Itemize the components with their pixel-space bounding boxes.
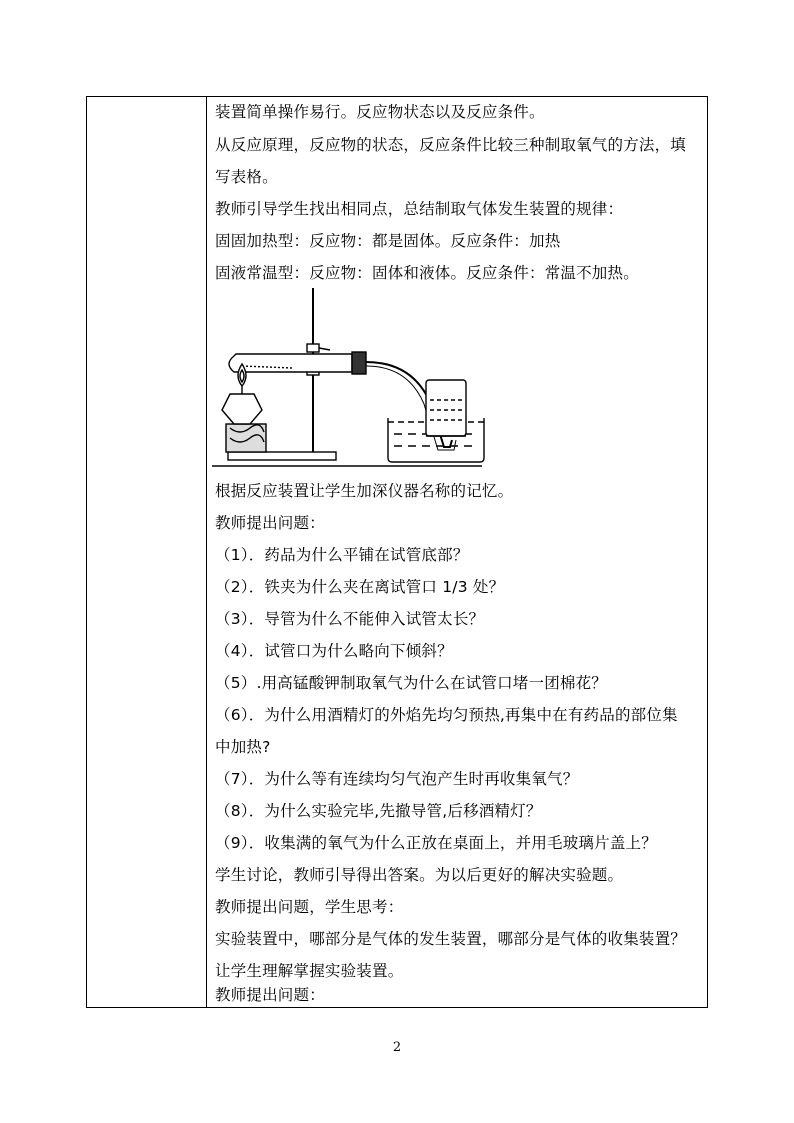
- oxygen-preparation-apparatus-icon: [212, 282, 506, 470]
- text-line: 根据反应装置让学生加深仪器名称的记忆。: [215, 482, 514, 500]
- text-line: 学生讨论，教师引导得出答案。为以后更好的解决实验题。: [215, 866, 624, 884]
- text-line: 从反应原理，反应物的状态，反应条件比较三种制取氧气的方法，填: [215, 136, 687, 154]
- text-line: （5）.用高锰酸钾制取氧气为什么在试管口堵一团棉花？: [215, 674, 607, 692]
- content-table: [86, 96, 708, 1008]
- text-line: 中加热?: [215, 738, 271, 756]
- text-line: （2）．铁夹为什么夹在离试管口 1/3 处？: [215, 578, 505, 596]
- text-line: （8）．为什么实验完毕,先撤导管,后移酒精灯？: [215, 802, 542, 820]
- text-line: 固液常温型：反应物：固体和液体。反应条件：常温不加热。: [215, 264, 639, 282]
- text-line: （7）．为什么等有连续均匀气泡产生时再收集氧气？: [215, 770, 579, 788]
- text-line: 写表格。: [215, 168, 278, 186]
- text-line: 装置简单操作易行。反应物状态以及反应条件。: [215, 103, 545, 121]
- page-number: 2: [392, 1040, 402, 1055]
- text-line: 实验装置中，哪部分是气体的发生装置，哪部分是气体的收集装置？: [215, 930, 687, 948]
- text-line: 教师引导学生找出相同点，总结制取气体发生装置的规律：: [215, 200, 624, 218]
- text-line: （9）．收集满的氧气为什么正放在桌面上，并用毛玻璃片盖上？: [215, 834, 657, 852]
- text-line: （3）．导管为什么不能伸入试管太长？: [215, 610, 485, 628]
- table-left-column: [87, 97, 207, 1007]
- text-line: 固固加热型：反应物：都是固体。反应条件：加热: [215, 232, 561, 250]
- text-line: （6）．为什么用酒精灯的外焰先均匀预热,再集中在有药品的部位集: [215, 706, 678, 724]
- table-right-column: [208, 97, 707, 1007]
- text-line: 教师提出问题：: [215, 986, 325, 1004]
- text-line: （1）．药品为什么平铺在试管底部？: [215, 546, 469, 564]
- text-line: 教师提出问题：: [215, 514, 325, 532]
- text-line: 教师提出问题，学生思考：: [215, 898, 404, 916]
- text-line: （4）．试管口为什么略向下倾斜？: [215, 642, 453, 660]
- text-line: 让学生理解掌握实验装置。: [215, 962, 404, 980]
